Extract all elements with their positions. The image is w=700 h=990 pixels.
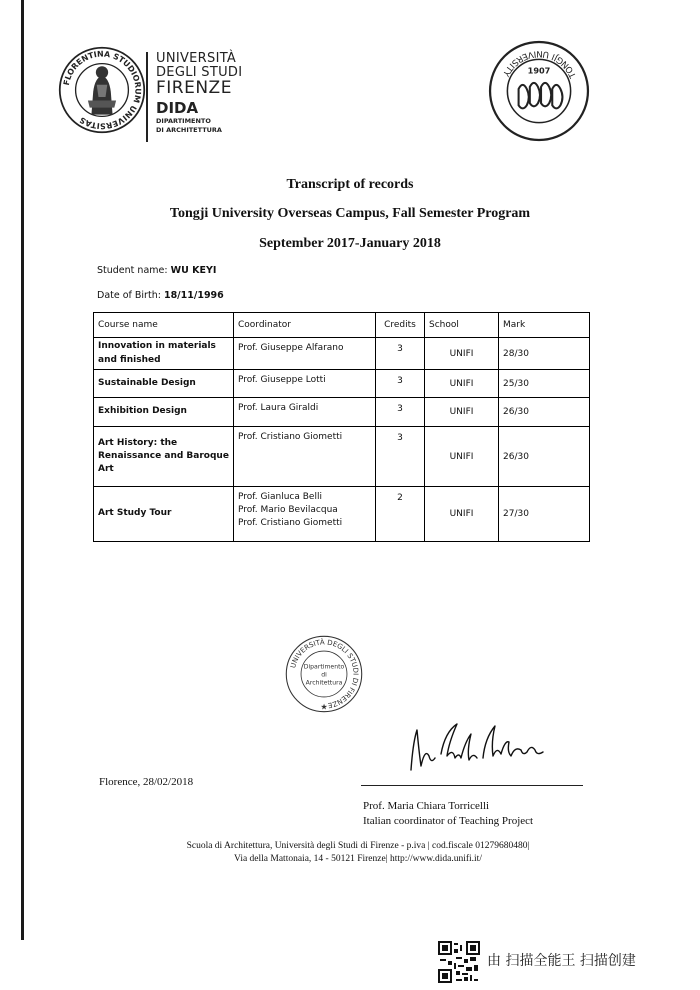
student-name-row [97,265,216,276]
stamp-ring-text: UNIVERSITÀ DEGLI STUDI DI FIRENZE [289,638,360,710]
coordinator-cell [234,427,376,487]
coordinator-name: Prof. Cristiano Giometti [238,432,343,442]
course-name: Sustainable Design [94,370,234,398]
unifi-line1: UNIVERSITÀ [156,51,237,66]
table-row [94,398,590,427]
tongji-seal-logo [488,40,590,142]
handwritten-signature [405,712,555,778]
dob-value: 18/11/1996 [163,290,224,301]
coordinator-cell [234,487,376,542]
student-name-label: Student name: [97,265,168,276]
header-school: School [425,313,499,338]
mark-cell: 26/30 [499,427,590,487]
department-stamp [282,633,366,715]
table-header-row [94,313,590,338]
tongji-seal-text: TONGJI UNIVERSITY [499,48,579,80]
coordinator-name: Prof. Giuseppe Lotti [238,375,326,385]
unifi-seal-text: FLORENTINA STUDIORUM UNIVERSITAS [61,49,143,131]
signer-name: Prof. Maria Chiara Torricelli [363,800,490,812]
mark-cell: 27/30 [499,487,590,542]
place-and-date: Florence, 28/02/2018 [99,776,194,788]
stamp-line1: Dipartimento [303,663,345,671]
stamp-line2: di [321,671,327,679]
coordinator-cell [234,398,376,427]
course-name: Art Study Tour [94,487,234,542]
school-cell: UNIFI [425,427,499,487]
mark-cell: 25/30 [499,370,590,398]
school-cell: UNIFI [425,338,499,370]
coordinator-name: Prof. Laura Giraldi [238,403,319,413]
qr-code-icon [438,941,480,983]
student-name-value: WU KEYI [170,265,217,276]
school-cell: UNIFI [425,398,499,427]
stamp-line3: Architettura [305,679,343,687]
dept-name-line1: DIPARTIMENTO [156,117,211,125]
mark-cell: 26/30 [499,398,590,427]
coordinator-cell [234,338,376,370]
course-name: Exhibition Design [94,398,234,427]
scan-edge [21,0,24,940]
credits-cell: 2 [376,487,425,542]
program-title: Tongji University Overseas Campus, Fall Semester Program [169,206,531,221]
dept-abbreviation: DIDA [156,99,199,117]
scanner-watermark: 由 扫描全能王 扫描创建 [487,953,636,969]
document-title: Transcript of records [286,177,414,192]
unifi-seal-logo [58,46,146,134]
table-row [94,427,590,487]
footer-line1: Scuola di Architettura, Università degli Studi di Firenze - p.iva | cod.fiscale 01279680480| [186,841,530,851]
coordinator-cell [234,370,376,398]
table-row [94,338,590,370]
course-name: Innovation in materials and finished [94,338,234,370]
school-cell: UNIFI [425,487,499,542]
logo-divider [146,52,148,142]
credits-cell: 3 [376,338,425,370]
header-mark: Mark [499,313,590,338]
header-credits: Credits [376,313,425,338]
header-coordinator: Coordinator [234,313,376,338]
coordinator-name: Prof. Gianluca Belli [238,492,322,502]
unifi-wordmark [156,52,242,134]
header-course: Course name [94,313,234,338]
course-name: Art History: the Renaissance and Baroque Art [94,427,234,487]
credits-cell: 3 [376,427,425,487]
footer-line2: Via della Mattonaia, 14 - 50121 Firenze| http://www.dida.unifi.it/ [234,854,482,864]
dept-name-line2: DI ARCHITETTURA [156,125,222,134]
program-period: September 2017-January 2018 [259,236,441,251]
table-row [94,487,590,542]
mark-cell: 28/30 [499,338,590,370]
unifi-line2: DEGLI STUDI [156,65,243,80]
signer-role: Italian coordinator of Teaching Project [363,814,534,827]
coordinator-name: Prof. Mario Bevilacqua [238,505,338,516]
stamp-star-icon: ★ [320,701,328,712]
dob-label: Date of Birth: [97,290,161,301]
dob-row [97,290,224,301]
credits-cell: 3 [376,398,425,427]
coordinator-name: Prof. Cristiano Giometti [238,518,343,529]
credits-cell: 3 [376,370,425,398]
signature-line [361,785,583,786]
tongji-seal-year: 1907 [527,65,551,76]
records-table [93,312,590,542]
signer-block [363,799,533,829]
table-row [94,370,590,398]
unifi-line3: FIRENZE [156,78,232,98]
school-cell: UNIFI [425,370,499,398]
coordinator-name: Prof. Giuseppe Alfarano [238,343,344,353]
